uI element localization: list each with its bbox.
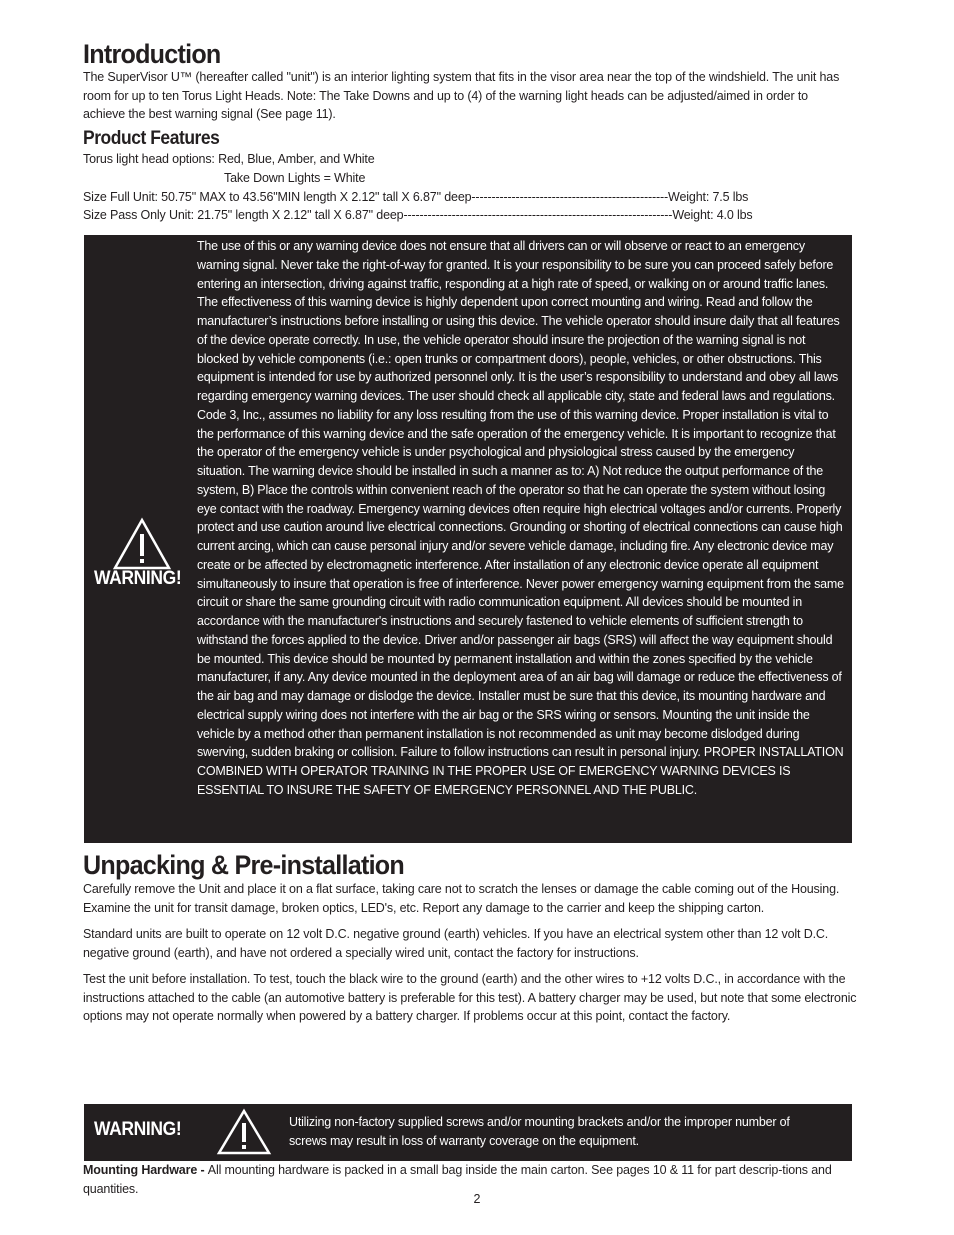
main-warning-label: WARNING! [94, 568, 182, 589]
introduction-text: The SuperVisor U™ (hereafter called "unit") is an interior lighting system that fits in the visor area near the top of the windshield. The unit has room for up to ten Torus Light Heads. Note: The Take Downs and up to (4) of the warning light heads can be adjusted/aimed in order to achieve the best warning signal (See page 11). [83, 70, 840, 121]
feature-line-size-pass: Size Pass Only Unit: 21.75" length X 2.12" tall X 6.87" deep-------------------------------------------------------------------Weight: 4.0 lbs [83, 208, 753, 222]
warning-triangle-icon [112, 517, 172, 571]
unpacking-heading: Unpacking & Pre-installation [83, 850, 405, 880]
screws-warning-text: Utilizing non-factory supplied screws and/or mounting brackets and/or the improper number of screws may result in loss of warranty coverage on the equipment. [289, 1115, 790, 1148]
mounting-hardware-label: Mounting Hardware - [83, 1163, 208, 1177]
unpacking-paragraph-2: Standard units are built to operate on 12 volt D.C. negative ground (earth) vehicles. If you have an electrical system other than 12 volt D.C. negative ground (earth), and have not ordered a specially wired unit, contact the factory for instructions. [83, 927, 829, 960]
feature-line-light-heads: Torus light head options: Red, Blue, Amber, and White [83, 152, 375, 166]
warning-triangle-icon [216, 1108, 272, 1156]
introduction-heading: Introduction [83, 39, 221, 69]
screws-warning-box [84, 1104, 852, 1161]
main-warning-box [84, 235, 852, 843]
unpacking-paragraph-1: Carefully remove the Unit and place it on a flat surface, taking care not to scratch the lenses or damage the cable coming out of the Housing. Examine the unit for transit damage, broken optics, LED's, etc. Report any damage to the carrier and keep the shipping carton. [83, 882, 840, 915]
unpacking-paragraph-3: Test the unit before installation. To test, touch the black wire to the ground (earth) and the other wires to +12 volts D.C., in accordance with the instructions attached to the cable (an automotive battery is preferable for this test). A battery charger may be used, but note that some electronic options may not operate normally when powered by a battery charger. If problems occur at this point, contact the factory. [83, 972, 857, 1023]
main-warning-text: The use of this or any warning device does not ensure that all drivers can or will observe or react to an emergency warning signal. Never take the right-of-way for granted. It is your responsibility to be sure you can proceed safely before entering an intersection, driving against traffic, responding at a high rate of speed, or walking on or around traffic lanes. The effectiveness of this warning device is highly dependent upon correct mounting and wiring. Read and follow the manufacturer’s instructions before installing or using this device. The vehicle operator should insure daily that all features of the device operate correctly. In use, the vehicle operator should insure the projection of the warning signal is not blocked by vehicle components (i.e.: open trunks or compartment doors), people, vehicles, or other obstructions. This equipment is intended for use by authorized personnel only. It is the user’s responsibility to understand and obey all laws regarding emergency warning devices. The user should check all applicable city, state and federal laws and regulations. Code 3, Inc., assumes no liability for any loss resulting from the use of this warning device. Proper installation is vital to the performance of this warning device and the safe operation of the emergency vehicle. It is important to recognize that the operator of the emergency vehicle is under psychological and physiological stress caused by the emergency situation. The warning device should be installed in such a manner as to: A) Not reduce the output performance of the system, B) Place the controls within convenient reach of the operator so that he can operate the system without losing eye contact with the roadway. Emergency warning devices often require high electrical voltages and/or currents. Properly protect and use caution around live electrical connections. Grounding or shorting of electrical connections can cause high current arcing, which can cause personal injury and/or severe vehicle damage, including fire. Any electronic device may create or be affected by electromagnetic interference. After installation of any electronic device operate all equipment simultaneously to insure that operation is free of interference. Never power emergency warning equipment from the same circuit or share the same grounding circuit with radio communication equipment. All devices should be mounted in accordance with the manufacturer's instructions and securely fastened to vehicle elements of sufficient strength to withstand the forces applied to the device. Driver and/or passenger air bags (SRS) will affect the way equipment should be mounted. This device should be mounted by permanent installation and within the zones specified by the vehicle manufacturer, if any. Any device mounted in the deployment area of an air bag will damage or reduce the effectiveness of the air bag and may damage or dislodge the device. Installer must be sure that this device, its mounting hardware and electrical supply wiring does not interfere with the air bag or the SRS wiring or sensors. Mounting the unit inside the vehicle by a method other than permanent installation is not recommended as unit may become dislodged during swerving, sudden braking or collision. Failure to follow instructions can result in personal injury. PROPER INSTALLATION COMBINED WITH OPERATOR TRAINING IN THE PROPER USE OF EMERGENCY WARNING DEVICES IS ESSENTIAL TO INSURE THE SAFETY OF EMERGENCY PERSONNEL AND THE PUBLIC. [197, 239, 844, 797]
mounting-hardware-text: All mounting hardware is packed in a small bag inside the main carton. See pages 10 & 11 for part descrip-tions and quantities. [83, 1163, 832, 1196]
page-number: 2 [473, 1192, 481, 1206]
feature-line-size-full: Size Full Unit: 50.75" MAX to 43.56"MIN length X 2.12" tall X 6.87" deep-------------------------------------------------Weight: 7.5 lbs [83, 190, 749, 204]
product-features-heading: Product Features [83, 128, 220, 149]
screws-warning-label: WARNING! [94, 1119, 182, 1140]
feature-line-take-down: Take Down Lights = White [224, 171, 366, 185]
